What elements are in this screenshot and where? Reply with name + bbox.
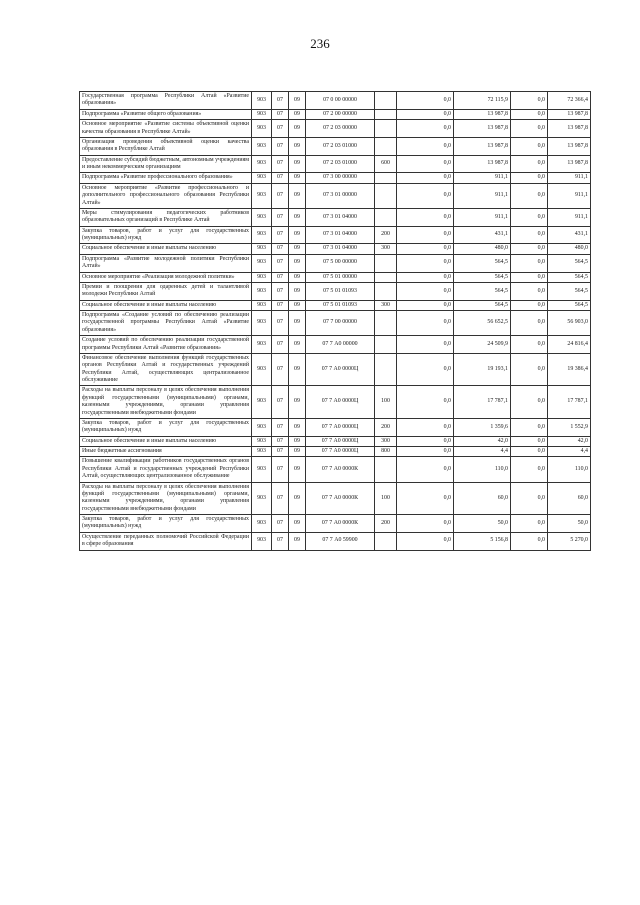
target-article-cell: 07 7 А0 0000Ц: [306, 418, 375, 436]
amount-4-cell: 1 552,9: [548, 418, 591, 436]
table-row: [80, 137, 591, 155]
expense-name-cell: Создание условий по обеспечению реализации государственной программы Республики Алтай «Развитие образования»: [80, 336, 252, 354]
amount-2-cell: 564,5: [454, 300, 511, 310]
amount-2-cell: 1 359,6: [454, 418, 511, 436]
subsection-code-cell: 09: [289, 183, 306, 208]
admin-code-cell: 903: [252, 282, 272, 300]
target-article-cell: 07 7 00 00000: [306, 311, 375, 336]
amount-3-cell: 0,0: [511, 447, 548, 457]
table-row: [80, 254, 591, 272]
amount-3-cell: 0,0: [511, 418, 548, 436]
admin-code-cell: 903: [252, 300, 272, 310]
budget-table: [79, 91, 591, 551]
expense-type-cell: 100: [375, 482, 397, 515]
amount-1-cell: 0,0: [397, 532, 454, 550]
table-row: [80, 226, 591, 244]
section-code-cell: 07: [272, 226, 289, 244]
subsection-code-cell: 09: [289, 120, 306, 138]
expense-type-cell: [375, 208, 397, 226]
expense-type-cell: 100: [375, 386, 397, 419]
expense-name-cell: Подпрограмма «Развитие профессионального образования»: [80, 173, 252, 183]
table-row: [80, 447, 591, 457]
subsection-code-cell: 09: [289, 109, 306, 119]
subsection-code-cell: 09: [289, 155, 306, 173]
expense-name-cell: Осуществление переданных полномочий Российской Федерации в сфере образования: [80, 532, 252, 550]
amount-4-cell: 911,1: [548, 208, 591, 226]
table-row: [80, 109, 591, 119]
amount-2-cell: 50,0: [454, 515, 511, 533]
expense-name-cell: Меры стимулирования педагогических работников образовательных организаций в Республике Алтай: [80, 208, 252, 226]
amount-3-cell: 0,0: [511, 109, 548, 119]
expense-name-cell: Государственная программа Республики Алтай «Развитие образования»: [80, 92, 252, 110]
amount-3-cell: 0,0: [511, 173, 548, 183]
amount-3-cell: 0,0: [511, 208, 548, 226]
amount-3-cell: 0,0: [511, 92, 548, 110]
amount-4-cell: 564,5: [548, 272, 591, 282]
section-code-cell: 07: [272, 436, 289, 446]
amount-1-cell: 0,0: [397, 254, 454, 272]
amount-4-cell: 564,5: [548, 254, 591, 272]
amount-3-cell: 0,0: [511, 353, 548, 386]
amount-1-cell: 0,0: [397, 155, 454, 173]
expense-name-cell: Расходы на выплаты персоналу в целях обеспечения выполнения функций государственными (муниципальными) органами, казенными учреждениями, органами управления государственными внебюджетными фондами: [80, 386, 252, 419]
target-article-cell: 07 7 А0 0000Ц: [306, 447, 375, 457]
section-code-cell: 07: [272, 353, 289, 386]
amount-1-cell: 0,0: [397, 447, 454, 457]
table-row: [80, 336, 591, 354]
amount-1-cell: 0,0: [397, 386, 454, 419]
amount-4-cell: 911,1: [548, 173, 591, 183]
section-code-cell: 07: [272, 447, 289, 457]
expense-name-cell: Предоставление субсидий бюджетным, автономным учреждениям и иным некоммерческим организациям: [80, 155, 252, 173]
expense-type-cell: [375, 272, 397, 282]
expense-name-cell: Социальное обеспечение и иные выплаты населению: [80, 436, 252, 446]
expense-type-cell: 200: [375, 226, 397, 244]
target-article-cell: 07 2 03 01000: [306, 137, 375, 155]
table-row: [80, 300, 591, 310]
amount-3-cell: 0,0: [511, 254, 548, 272]
amount-4-cell: 13 987,8: [548, 120, 591, 138]
amount-3-cell: 0,0: [511, 457, 548, 482]
target-article-cell: 07 7 А0 0000Ц: [306, 436, 375, 446]
amount-3-cell: 0,0: [511, 515, 548, 533]
amount-1-cell: 0,0: [397, 482, 454, 515]
subsection-code-cell: 09: [289, 300, 306, 310]
subsection-code-cell: 09: [289, 272, 306, 282]
amount-1-cell: 0,0: [397, 515, 454, 533]
subsection-code-cell: 09: [289, 532, 306, 550]
expense-name-cell: Закупка товаров, работ и услуг для государственных (муниципальных) нужд: [80, 418, 252, 436]
admin-code-cell: 903: [252, 120, 272, 138]
amount-2-cell: 72 115,9: [454, 92, 511, 110]
target-article-cell: 07 2 00 00000: [306, 109, 375, 119]
section-code-cell: 07: [272, 336, 289, 354]
amount-2-cell: 13 987,8: [454, 120, 511, 138]
table-row: [80, 532, 591, 550]
section-code-cell: 07: [272, 272, 289, 282]
subsection-code-cell: 09: [289, 254, 306, 272]
expense-name-cell: Подпрограмма «Развитие общего образования»: [80, 109, 252, 119]
target-article-cell: 07 7 А0 00000: [306, 336, 375, 354]
amount-2-cell: 911,1: [454, 208, 511, 226]
table-row: [80, 436, 591, 446]
admin-code-cell: 903: [252, 92, 272, 110]
admin-code-cell: 903: [252, 226, 272, 244]
amount-1-cell: 0,0: [397, 183, 454, 208]
target-article-cell: 07 2 03 01000: [306, 155, 375, 173]
amount-1-cell: 0,0: [397, 120, 454, 138]
amount-2-cell: 480,0: [454, 244, 511, 254]
amount-4-cell: 19 386,4: [548, 353, 591, 386]
amount-3-cell: 0,0: [511, 137, 548, 155]
admin-code-cell: 903: [252, 109, 272, 119]
amount-2-cell: 110,0: [454, 457, 511, 482]
amount-4-cell: 480,0: [548, 244, 591, 254]
target-article-cell: 07 7 А0 0000К: [306, 482, 375, 515]
subsection-code-cell: 09: [289, 336, 306, 354]
target-article-cell: 07 3 01 04000: [306, 244, 375, 254]
admin-code-cell: 903: [252, 515, 272, 533]
target-article-cell: 07 7 А0 0000К: [306, 457, 375, 482]
subsection-code-cell: 09: [289, 173, 306, 183]
section-code-cell: 07: [272, 282, 289, 300]
subsection-code-cell: 09: [289, 418, 306, 436]
expense-type-cell: [375, 353, 397, 386]
amount-4-cell: 72 366,4: [548, 92, 591, 110]
expense-type-cell: [375, 92, 397, 110]
expense-type-cell: 300: [375, 300, 397, 310]
expense-type-cell: 200: [375, 515, 397, 533]
amount-4-cell: 56 903,0: [548, 311, 591, 336]
amount-3-cell: 0,0: [511, 282, 548, 300]
expense-type-cell: 300: [375, 244, 397, 254]
expense-type-cell: 800: [375, 447, 397, 457]
amount-2-cell: 13 987,8: [454, 137, 511, 155]
amount-1-cell: 0,0: [397, 109, 454, 119]
expense-type-cell: [375, 282, 397, 300]
target-article-cell: 07 5 01 01093: [306, 300, 375, 310]
expense-name-cell: Повышение квалификации работников государственных органов Республики Алтай и государственных учреждений Республики Алтай, осуществляющих централизованное обслуживание: [80, 457, 252, 482]
amount-4-cell: 431,1: [548, 226, 591, 244]
amount-4-cell: 42,0: [548, 436, 591, 446]
table-row: [80, 482, 591, 515]
expense-type-cell: 200: [375, 418, 397, 436]
expense-name-cell: Финансовое обеспечение выполнения функций государственных органов Республики Алтай и государственных учреждений Республики Алтай, осуществляющих централизованное обслуживание: [80, 353, 252, 386]
subsection-code-cell: 09: [289, 92, 306, 110]
expense-name-cell: Социальное обеспечение и иные выплаты населению: [80, 300, 252, 310]
expense-type-cell: 600: [375, 155, 397, 173]
subsection-code-cell: 09: [289, 226, 306, 244]
section-code-cell: 07: [272, 244, 289, 254]
amount-4-cell: 13 987,8: [548, 109, 591, 119]
amount-1-cell: 0,0: [397, 226, 454, 244]
table-row: [80, 183, 591, 208]
section-code-cell: 07: [272, 92, 289, 110]
expense-name-cell: Основное мероприятие «Развитие профессионального и дополнительного профессионального образования Республики Алтай»: [80, 183, 252, 208]
target-article-cell: 07 7 А0 59900: [306, 532, 375, 550]
amount-1-cell: 0,0: [397, 336, 454, 354]
amount-2-cell: 911,1: [454, 183, 511, 208]
target-article-cell: 07 5 00 00000: [306, 254, 375, 272]
expense-type-cell: [375, 311, 397, 336]
admin-code-cell: 903: [252, 447, 272, 457]
target-article-cell: 07 3 01 00000: [306, 183, 375, 208]
subsection-code-cell: 09: [289, 208, 306, 226]
amount-3-cell: 0,0: [511, 244, 548, 254]
amount-2-cell: 24 509,9: [454, 336, 511, 354]
amount-2-cell: 564,5: [454, 254, 511, 272]
amount-3-cell: 0,0: [511, 226, 548, 244]
amount-3-cell: 0,0: [511, 272, 548, 282]
admin-code-cell: 903: [252, 244, 272, 254]
admin-code-cell: 903: [252, 418, 272, 436]
subsection-code-cell: 09: [289, 353, 306, 386]
amount-2-cell: 13 987,8: [454, 155, 511, 173]
expense-name-cell: Основное мероприятие «Развитие системы объективной оценки качества образования в Республике Алтай»: [80, 120, 252, 138]
table-row: [80, 353, 591, 386]
admin-code-cell: 903: [252, 183, 272, 208]
section-code-cell: 07: [272, 515, 289, 533]
table-row: [80, 386, 591, 419]
table-row: [80, 311, 591, 336]
budget-table-body: [80, 92, 591, 551]
section-code-cell: 07: [272, 457, 289, 482]
subsection-code-cell: 09: [289, 515, 306, 533]
target-article-cell: 07 7 А0 0000К: [306, 515, 375, 533]
amount-3-cell: 0,0: [511, 311, 548, 336]
table-row: [80, 92, 591, 110]
table-row: [80, 272, 591, 282]
expense-type-cell: [375, 120, 397, 138]
expense-type-cell: [375, 183, 397, 208]
page-number: 236: [310, 36, 330, 51]
amount-1-cell: 0,0: [397, 436, 454, 446]
section-code-cell: 07: [272, 482, 289, 515]
amount-3-cell: 0,0: [511, 155, 548, 173]
section-code-cell: 07: [272, 173, 289, 183]
expense-name-cell: Подпрограмма «Создание условий по обеспечению реализации государственной программы Республики Алтай «Развитие образования»: [80, 311, 252, 336]
expense-name-cell: Иные бюджетные ассигнования: [80, 447, 252, 457]
amount-1-cell: 0,0: [397, 457, 454, 482]
amount-2-cell: 564,5: [454, 282, 511, 300]
amount-1-cell: 0,0: [397, 311, 454, 336]
amount-1-cell: 0,0: [397, 92, 454, 110]
amount-4-cell: 17 787,1: [548, 386, 591, 419]
target-article-cell: 07 2 03 00000: [306, 120, 375, 138]
expense-name-cell: Закупка товаров, работ и услуг для государственных (муниципальных) нужд: [80, 515, 252, 533]
amount-1-cell: 0,0: [397, 272, 454, 282]
amount-3-cell: 0,0: [511, 386, 548, 419]
amount-3-cell: 0,0: [511, 482, 548, 515]
expense-type-cell: [375, 173, 397, 183]
subsection-code-cell: 09: [289, 137, 306, 155]
table-row: [80, 515, 591, 533]
table-row: [80, 208, 591, 226]
section-code-cell: 07: [272, 386, 289, 419]
amount-4-cell: 4,4: [548, 447, 591, 457]
table-row: [80, 457, 591, 482]
admin-code-cell: 903: [252, 436, 272, 446]
subsection-code-cell: 09: [289, 482, 306, 515]
target-article-cell: 07 3 00 00000: [306, 173, 375, 183]
expense-name-cell: Закупка товаров, работ и услуг для государственных (муниципальных) нужд: [80, 226, 252, 244]
section-code-cell: 07: [272, 300, 289, 310]
table-row: [80, 173, 591, 183]
amount-4-cell: 5 270,0: [548, 532, 591, 550]
amount-4-cell: 13 987,8: [548, 155, 591, 173]
amount-2-cell: 431,1: [454, 226, 511, 244]
admin-code-cell: 903: [252, 173, 272, 183]
section-code-cell: 07: [272, 155, 289, 173]
expense-name-cell: Основное мероприятие «Реализация молодежной политики»: [80, 272, 252, 282]
amount-2-cell: 5 156,8: [454, 532, 511, 550]
admin-code-cell: 903: [252, 137, 272, 155]
target-article-cell: 07 7 А0 0000Ц: [306, 386, 375, 419]
section-code-cell: 07: [272, 109, 289, 119]
admin-code-cell: 903: [252, 336, 272, 354]
amount-4-cell: 564,5: [548, 282, 591, 300]
table-row: [80, 418, 591, 436]
amount-2-cell: 17 787,1: [454, 386, 511, 419]
expense-name-cell: Премии и поощрения для одаренных детей и талантливой молодежи Республики Алтай: [80, 282, 252, 300]
amount-3-cell: 0,0: [511, 436, 548, 446]
section-code-cell: 07: [272, 532, 289, 550]
amount-2-cell: 19 193,1: [454, 353, 511, 386]
amount-3-cell: 0,0: [511, 183, 548, 208]
admin-code-cell: 903: [252, 311, 272, 336]
table-row: [80, 244, 591, 254]
target-article-cell: 07 5 01 00000: [306, 272, 375, 282]
amount-1-cell: 0,0: [397, 353, 454, 386]
target-article-cell: 07 5 01 01093: [306, 282, 375, 300]
amount-1-cell: 0,0: [397, 418, 454, 436]
target-article-cell: 07 3 01 04000: [306, 208, 375, 226]
target-article-cell: 07 3 01 04000: [306, 226, 375, 244]
amount-1-cell: 0,0: [397, 208, 454, 226]
admin-code-cell: 903: [252, 457, 272, 482]
subsection-code-cell: 09: [289, 386, 306, 419]
table-row: [80, 282, 591, 300]
amount-2-cell: 911,1: [454, 173, 511, 183]
admin-code-cell: 903: [252, 353, 272, 386]
amount-2-cell: 13 987,8: [454, 109, 511, 119]
section-code-cell: 07: [272, 254, 289, 272]
amount-1-cell: 0,0: [397, 300, 454, 310]
section-code-cell: 07: [272, 311, 289, 336]
admin-code-cell: 903: [252, 208, 272, 226]
amount-4-cell: 110,0: [548, 457, 591, 482]
expense-type-cell: [375, 336, 397, 354]
amount-2-cell: 42,0: [454, 436, 511, 446]
amount-4-cell: 24 816,4: [548, 336, 591, 354]
admin-code-cell: 903: [252, 155, 272, 173]
amount-2-cell: 4,4: [454, 447, 511, 457]
target-article-cell: 07 7 А0 0000Ц: [306, 353, 375, 386]
admin-code-cell: 903: [252, 386, 272, 419]
amount-3-cell: 0,0: [511, 532, 548, 550]
section-code-cell: 07: [272, 183, 289, 208]
admin-code-cell: 903: [252, 532, 272, 550]
amount-2-cell: 564,5: [454, 272, 511, 282]
amount-1-cell: 0,0: [397, 137, 454, 155]
amount-2-cell: 60,0: [454, 482, 511, 515]
expense-name-cell: Социальное обеспечение и иные выплаты населению: [80, 244, 252, 254]
subsection-code-cell: 09: [289, 244, 306, 254]
amount-1-cell: 0,0: [397, 282, 454, 300]
expense-type-cell: [375, 109, 397, 119]
subsection-code-cell: 09: [289, 457, 306, 482]
expense-type-cell: [375, 254, 397, 272]
admin-code-cell: 903: [252, 254, 272, 272]
table-row: [80, 155, 591, 173]
amount-2-cell: 56 652,5: [454, 311, 511, 336]
amount-4-cell: 564,5: [548, 300, 591, 310]
expense-type-cell: [375, 532, 397, 550]
section-code-cell: 07: [272, 120, 289, 138]
section-code-cell: 07: [272, 418, 289, 436]
expense-type-cell: [375, 137, 397, 155]
amount-4-cell: 13 987,8: [548, 137, 591, 155]
amount-4-cell: 60,0: [548, 482, 591, 515]
amount-3-cell: 0,0: [511, 300, 548, 310]
subsection-code-cell: 09: [289, 282, 306, 300]
target-article-cell: 07 0 00 00000: [306, 92, 375, 110]
amount-4-cell: 50,0: [548, 515, 591, 533]
amount-3-cell: 0,0: [511, 336, 548, 354]
subsection-code-cell: 09: [289, 447, 306, 457]
admin-code-cell: 903: [252, 272, 272, 282]
amount-1-cell: 0,0: [397, 244, 454, 254]
expense-type-cell: [375, 457, 397, 482]
amount-3-cell: 0,0: [511, 120, 548, 138]
amount-1-cell: 0,0: [397, 173, 454, 183]
expense-name-cell: Подпрограмма «Развитие молодежной политики Республики Алтай»: [80, 254, 252, 272]
section-code-cell: 07: [272, 208, 289, 226]
amount-4-cell: 911,1: [548, 183, 591, 208]
subsection-code-cell: 09: [289, 436, 306, 446]
section-code-cell: 07: [272, 137, 289, 155]
expense-type-cell: 300: [375, 436, 397, 446]
subsection-code-cell: 09: [289, 311, 306, 336]
table-row: [80, 120, 591, 138]
admin-code-cell: 903: [252, 482, 272, 515]
expense-name-cell: Расходы на выплаты персоналу в целях обеспечения выполнения функций государственными (муниципальными) органами, казенными учреждениями, органами управления государственными внебюджетными фондами: [80, 482, 252, 515]
expense-name-cell: Организация проведения объективной оценки качества образования в Республике Алтай: [80, 137, 252, 155]
